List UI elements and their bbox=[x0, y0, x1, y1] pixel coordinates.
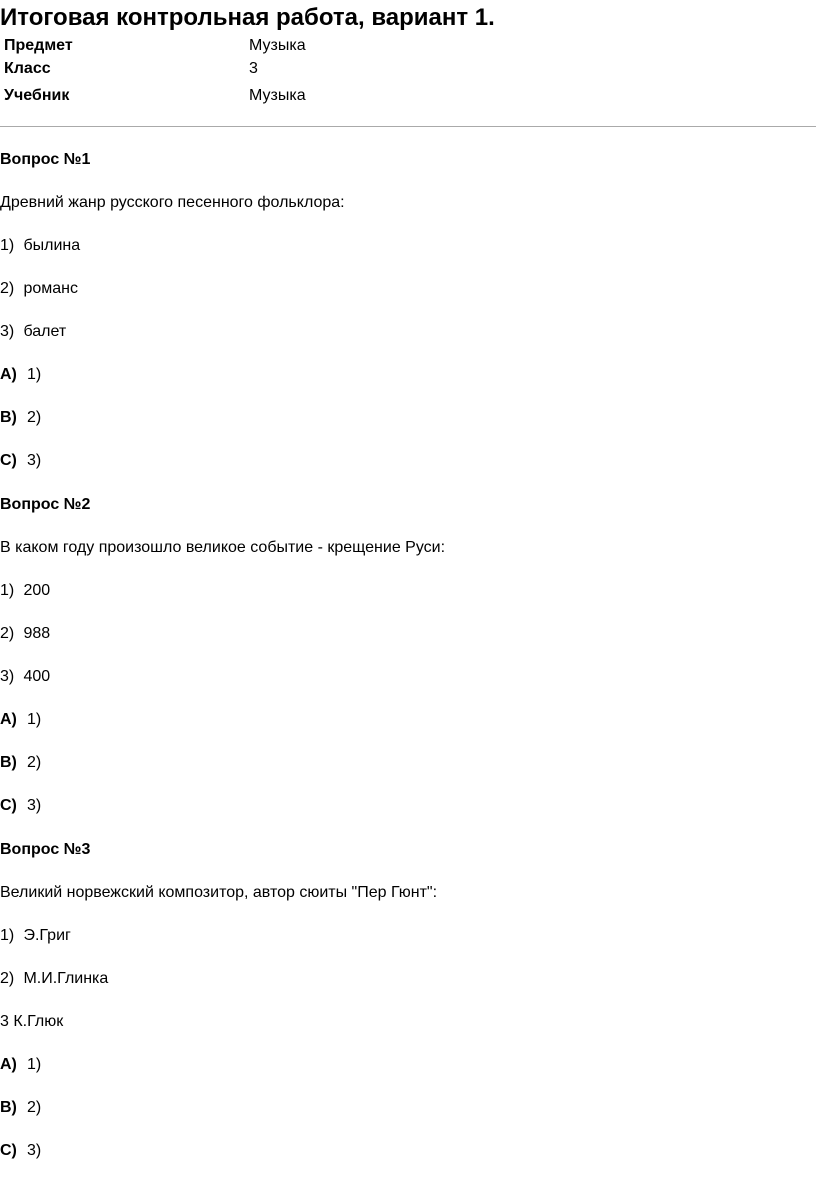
answer-letter: C) bbox=[0, 797, 17, 814]
option-text: 400 bbox=[23, 668, 51, 685]
option-number: 3) bbox=[0, 323, 15, 340]
answer-choice bbox=[0, 452, 41, 470]
answer-letter: C) bbox=[0, 1142, 17, 1159]
meta-value: 3 bbox=[249, 60, 258, 77]
answer-choice bbox=[0, 409, 41, 427]
option-number: 1) bbox=[0, 927, 15, 944]
option-text: 200 bbox=[23, 582, 51, 599]
option-text: романс bbox=[23, 280, 78, 297]
answer-value: 3) bbox=[27, 1142, 42, 1159]
option-text: М.И.Глинка bbox=[23, 970, 109, 987]
meta-value: Музыка bbox=[249, 87, 306, 104]
answer-value: 2) bbox=[27, 409, 42, 426]
question-heading: Вопрос №3 bbox=[0, 841, 91, 858]
answer-choice bbox=[0, 1142, 41, 1160]
question-text: В каком году произошло великое событие - крещение Руси: bbox=[0, 539, 446, 556]
answer-value: 3) bbox=[27, 797, 42, 814]
answer-letter: A) bbox=[0, 1056, 17, 1073]
answer-choice bbox=[0, 1056, 41, 1074]
answer-value: 1) bbox=[27, 1056, 42, 1073]
option-number: 1) bbox=[0, 582, 15, 599]
option-item bbox=[0, 237, 80, 255]
answer-letter: A) bbox=[0, 366, 17, 383]
option-text: Э.Григ bbox=[23, 927, 71, 944]
answer-value: 3) bbox=[27, 452, 42, 469]
option-item bbox=[0, 668, 50, 686]
option-number: 2) bbox=[0, 970, 15, 987]
meta-label: Класс bbox=[4, 60, 51, 77]
option-text: былина bbox=[23, 237, 81, 254]
question-heading: Вопрос №2 bbox=[0, 496, 91, 513]
answer-value: 1) bbox=[27, 711, 42, 728]
answer-letter: B) bbox=[0, 1099, 17, 1116]
option-item bbox=[0, 323, 66, 341]
answer-value: 2) bbox=[27, 1099, 42, 1116]
answer-choice bbox=[0, 711, 41, 729]
answer-letter: C) bbox=[0, 452, 17, 469]
option-number: 3) bbox=[0, 668, 15, 685]
option-text: 988 bbox=[23, 625, 51, 642]
answer-choice bbox=[0, 797, 41, 815]
option-number: 2) bbox=[0, 625, 15, 642]
question-text: Древний жанр русского песенного фольклора: bbox=[0, 194, 345, 211]
option-item bbox=[0, 927, 71, 945]
question-heading: Вопрос №1 bbox=[0, 151, 91, 168]
option-text: балет bbox=[23, 323, 67, 340]
option-item bbox=[0, 625, 50, 643]
divider bbox=[0, 126, 816, 127]
page-title: Итоговая контрольная работа, вариант 1. bbox=[0, 4, 495, 31]
option-item bbox=[0, 280, 78, 298]
option-item-extra: 3 К.Глюк bbox=[0, 1013, 64, 1030]
answer-value: 1) bbox=[27, 366, 42, 383]
answer-letter: B) bbox=[0, 409, 17, 426]
answer-choice bbox=[0, 1099, 41, 1117]
meta-value: Музыка bbox=[249, 37, 306, 54]
answer-letter: B) bbox=[0, 754, 17, 771]
meta-label: Учебник bbox=[4, 87, 70, 104]
meta-label: Предмет bbox=[4, 37, 73, 54]
answer-value: 2) bbox=[27, 754, 42, 771]
answer-choice bbox=[0, 754, 41, 772]
option-item bbox=[0, 970, 108, 988]
option-number: 2) bbox=[0, 280, 15, 297]
answer-choice bbox=[0, 366, 41, 384]
question-text: Великий норвежский композитор, автор сюиты "Пер Гюнт": bbox=[0, 884, 438, 901]
option-number: 1) bbox=[0, 237, 15, 254]
answer-letter: A) bbox=[0, 711, 17, 728]
option-item bbox=[0, 582, 50, 600]
